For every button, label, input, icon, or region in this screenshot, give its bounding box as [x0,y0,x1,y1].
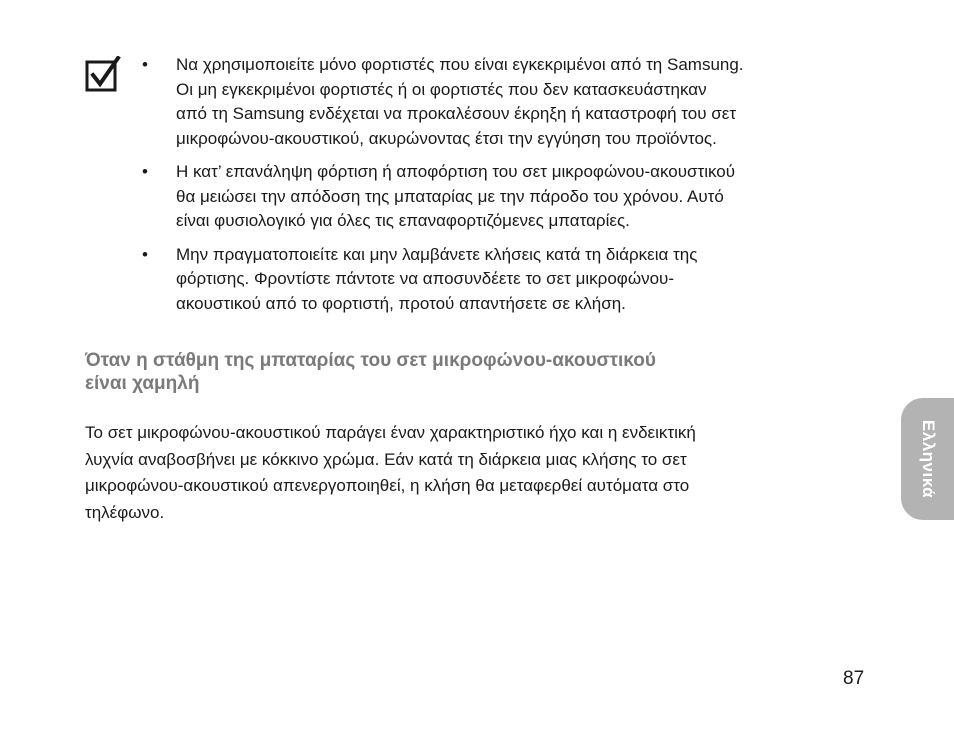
note-bullet-2 [142,160,882,234]
body-line-4: τηλέφωνο. [85,502,165,522]
body-line-2: λυχνία αναβοσβήνει με κόκκινο χρώμα. Εάν κατά τη διάρκεια μιας κλήσης το σετ [85,449,687,469]
note-bullet-1-line-2: Οι μη εγκεκριμένοι φορτιστές ή οι φορτιστές που δεν κατασκευάστηκαν [176,79,707,99]
page-number: 87 [843,668,865,689]
body-line-3: μικροφώνου-ακουστικού απενεργοποιηθεί, η κλήση θα μεταφερθεί αυτόματα στο [85,476,690,495]
note-bullet-3-line-1: Μην πραγματοποιείτε και μην λαμβάνετε κλήσεις κατά τη διάρκεια της [176,244,698,264]
note-bullet-1-line-4: μικροφώνου-ακουστικού, ακυρώνοντας έτσι την εγγύηση του προϊόντος. [176,128,717,148]
note-bullet-1-line-3: από τη Samsung ενδέχεται να προκαλέσουν έκρηξη ή καταστροφή του σετ [176,104,737,123]
section-heading-line-2: είναι χαμηλή [85,373,200,394]
bullet-dot: • [142,55,148,74]
section-heading-line-1: Όταν η στάθμη της μπαταρίας του σετ μικροφώνου-ακουστικού [85,350,656,371]
bullet-dot: • [142,244,148,264]
note-bullet-2-line-1: Η κατ’ επανάληψη φόρτιση ή αποφόρτιση του σετ μικροφώνου-ακουστικού [176,162,736,181]
note-bullet-1-line-1: Να χρησιμοποιείτε μόνο φορτιστές που είναι εγκεκριμένοι από τη Samsung. [176,55,744,74]
note-bullet-list [142,53,882,325]
checkbox-note-icon [85,56,121,92]
note-bullet-3-line-3: ακουστικού από το φορτιστή, προτού απαντήσετε σε κλήση. [176,293,626,313]
body-line-1: Το σετ μικροφώνου-ακουστικού παράγει έναν χαρακτηριστικό ήχο και η ενδεικτική [85,423,696,442]
note-bullet-1 [142,53,882,151]
note-bullet-2-line-2: θα μειώσει την απόδοση της μπαταρίας με την πάροδο του χρόνου. Αυτό [176,186,724,206]
note-bullet-3-line-2: φόρτισης. Φροντίστε πάντοτε να αποσυνδέετε το σετ μικροφώνου- [176,269,675,288]
section-body-paragraph [85,420,885,526]
bullet-dot: • [142,162,148,181]
language-tab-label: Ελληνικά [918,419,938,499]
note-bullet-3 [142,243,882,317]
note-bullet-2-line-3: είναι φυσιολογικό για όλες τις επαναφορτιζόμενες μπαταρίες. [176,211,630,230]
language-side-tab [901,398,954,520]
section-heading [85,349,885,395]
